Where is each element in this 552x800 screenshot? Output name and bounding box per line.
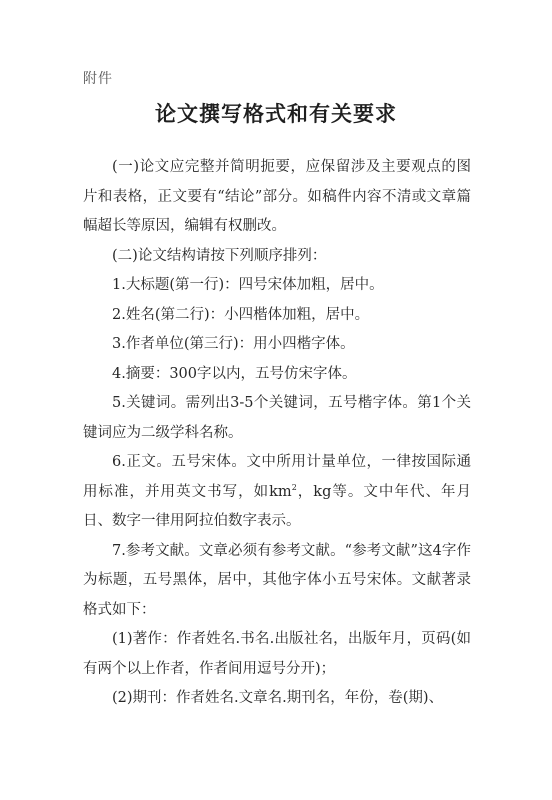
- main-text-before: 6.正文。五号宋体。文中所用计量单位，一律按国际通用标准，并用英文书写，如km: [83, 454, 471, 500]
- paragraph-item-abstract: 4.摘要：300字以内，五号仿宋字体。: [112, 365, 357, 382]
- paragraph-item-name: 2.姓名(第二行)：小四楷体加粗，居中。: [112, 306, 370, 323]
- paragraph-item-title: 1.大标题(第一行)：四号宋体加粗，居中。: [112, 277, 384, 293]
- paragraph-intro: (一)论文应完整并简明扼要，应保留涉及主要观点的图片和表格，正文要有“结论”部分。如稿件内容不清或文章篇幅超长等原因，编辑有权删改。: [83, 159, 471, 234]
- paragraph-reference-book: (1)著作：作者姓名.书名.出版社名，出版年月，页码(如有两个以上作者，作者间用逗号分开)；: [83, 631, 471, 677]
- document-title: 论文撰写格式和有关要求: [155, 101, 397, 126]
- paragraph-item-affiliation: 3.作者单位(第三行)：用小四楷字体。: [112, 336, 355, 352]
- paragraph-structure-heading: (二)论文结构请按下列顺序排列：: [112, 247, 327, 264]
- paragraph-item-keywords: 5.关键词。需列出3-5个关键词，五号楷字体。第1个关键词应为二级学科名称。: [83, 395, 471, 441]
- attachment-label: 附件: [83, 71, 113, 87]
- paragraph-item-main-text: [83, 448, 471, 537]
- main-text-after: ，kg等。文中年代、年月日、数字一律用阿拉伯数字表示。: [83, 483, 471, 529]
- superscript-two: 2: [291, 482, 297, 492]
- document-body: [83, 153, 471, 714]
- paragraph-reference-journal: (2)期刊：作者姓名.文章名.期刊名，年份，卷(期)、: [112, 690, 444, 706]
- paragraph-item-references: 7.参考文献。文章必须有参考文献。“参考文献”这4字作为标题，五号黑体，居中，其他字体小五号宋体。文献著录格式如下：: [83, 542, 471, 618]
